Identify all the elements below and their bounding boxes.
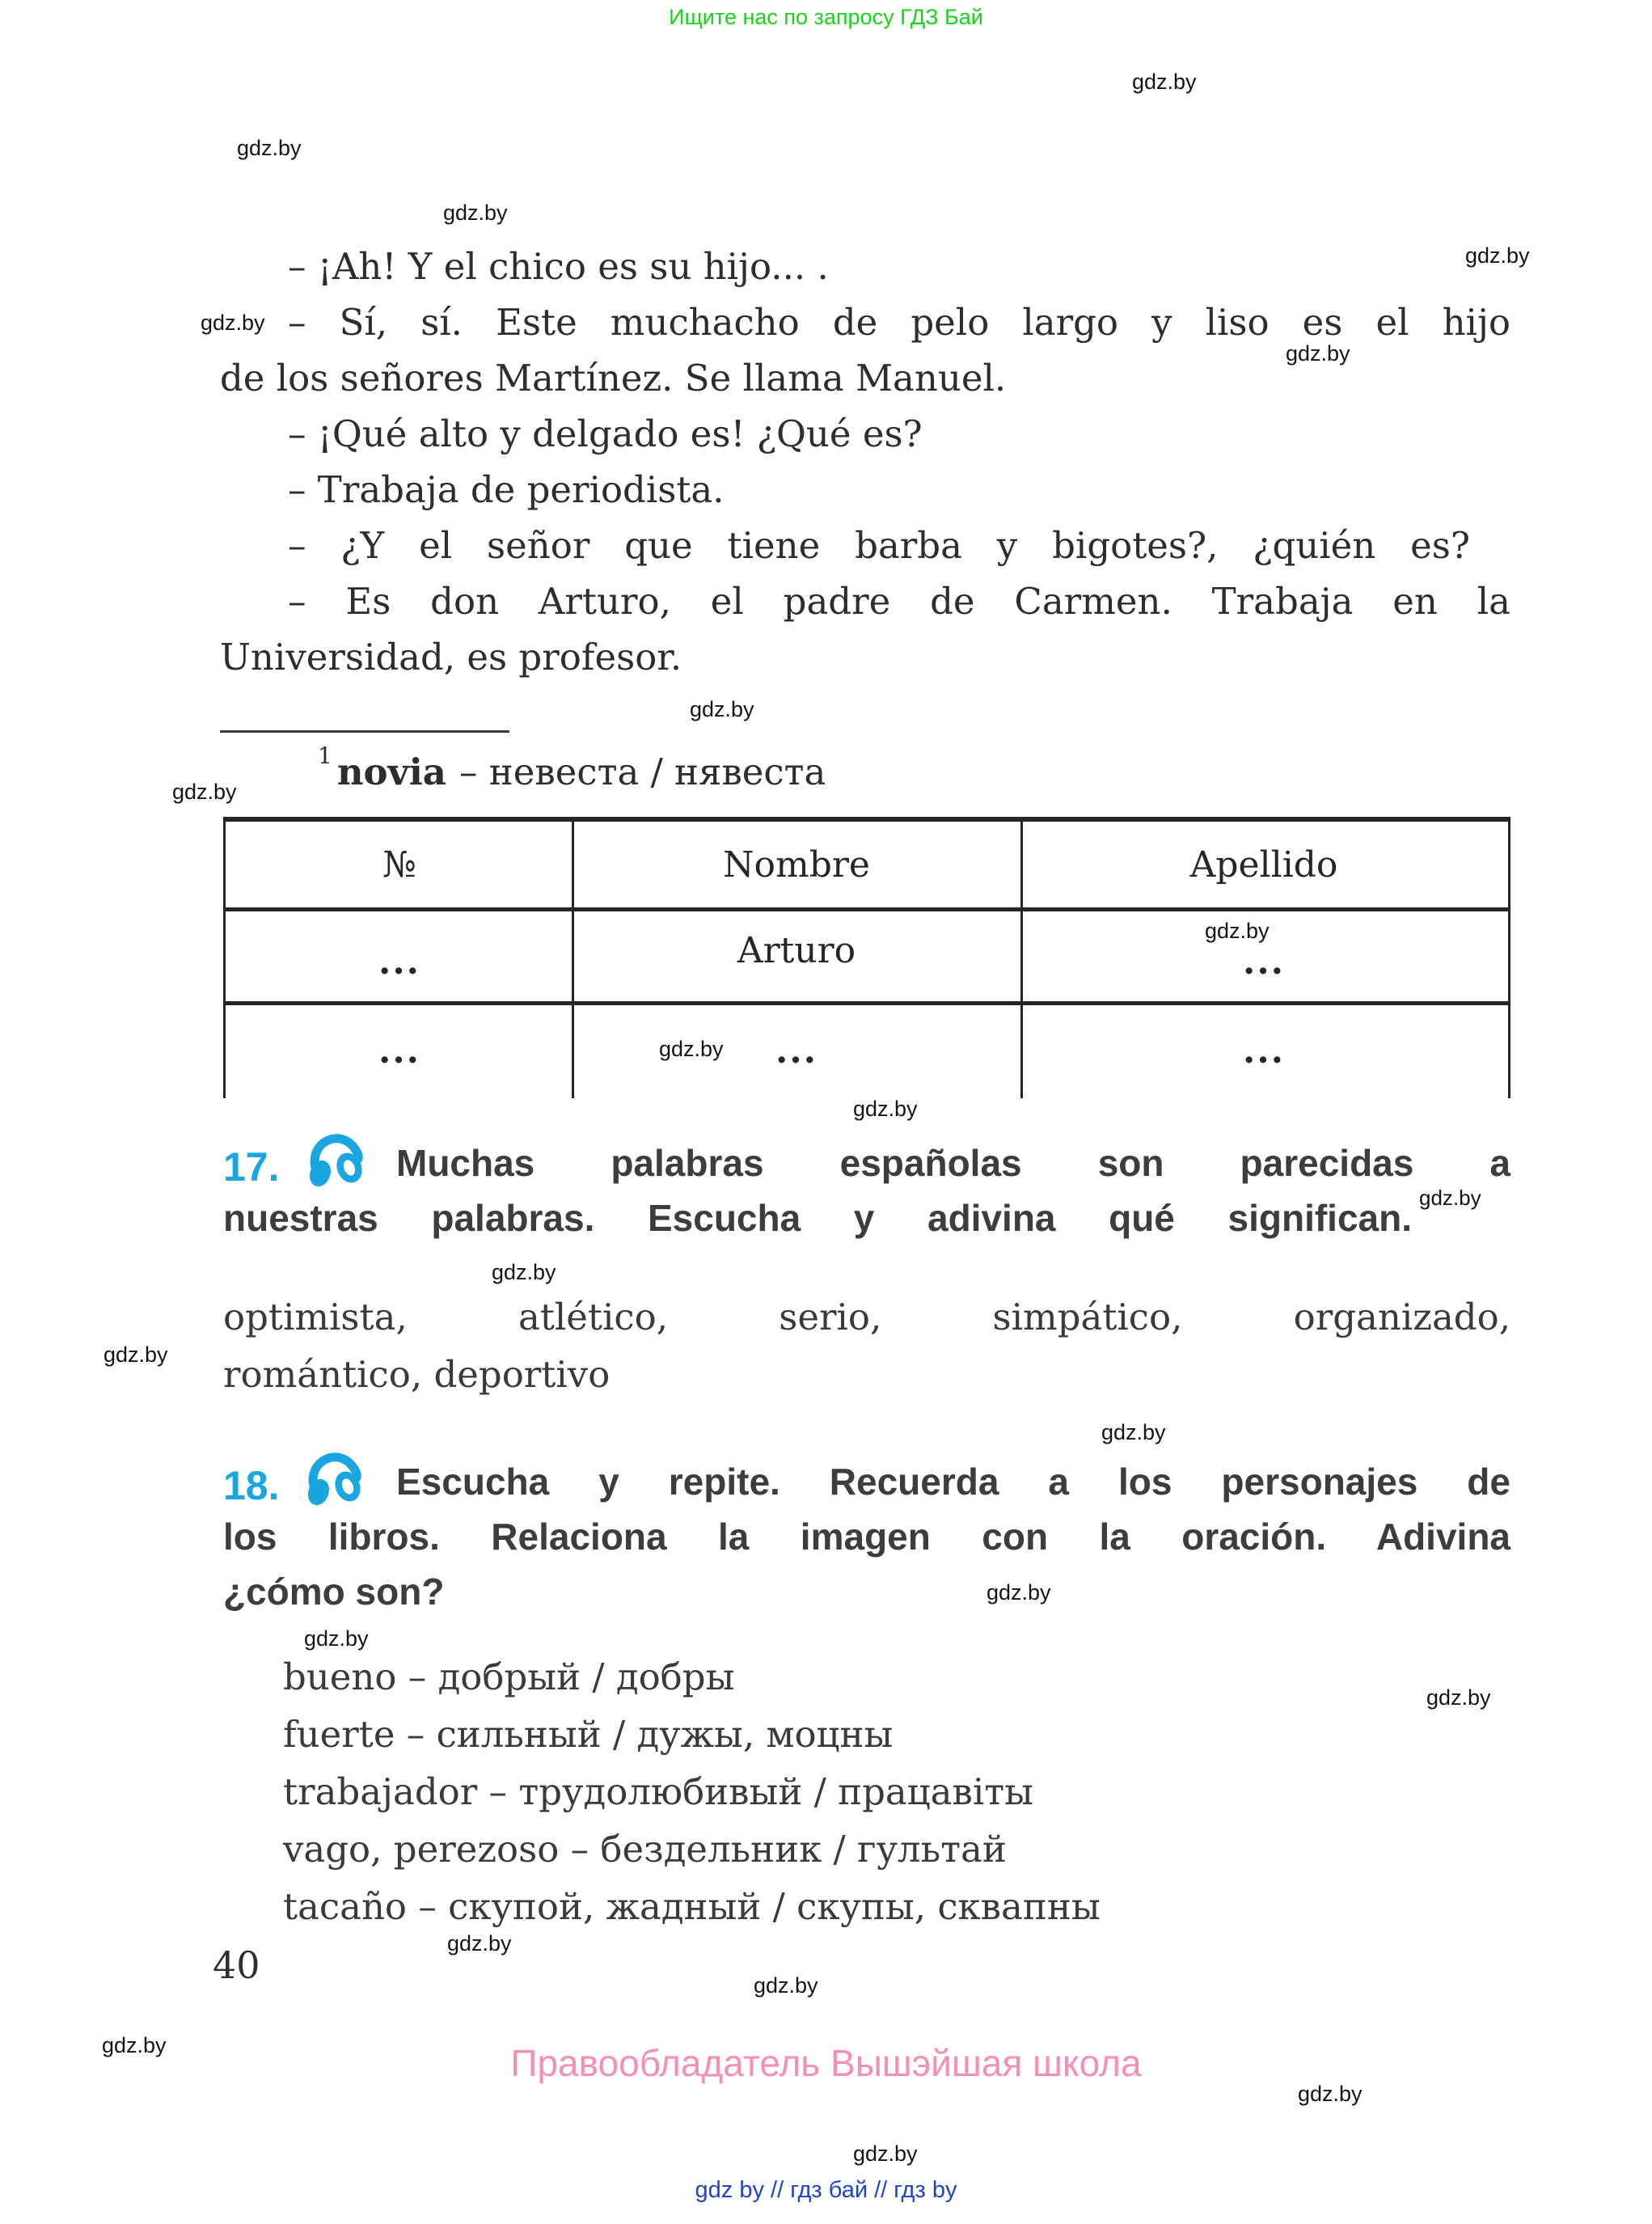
footnote-term: novia [336, 750, 446, 793]
footnote-number: 1 [318, 742, 332, 769]
watermark: gdz.by [690, 697, 754, 721]
watermark: gdz.by [853, 2142, 918, 2166]
watermark: gdz.by [104, 1342, 168, 1367]
watermark: gdz.by [987, 1580, 1051, 1605]
table-border [226, 1001, 1508, 1005]
vocab-line: bueno – добрый / добры [283, 1655, 735, 1698]
watermark: gdz.by [659, 1037, 724, 1061]
footnote-rule [220, 730, 509, 733]
watermark: gdz.by [1132, 70, 1197, 94]
watermark: gdz.by [754, 1973, 818, 1998]
watermark: gdz.by [1465, 243, 1530, 268]
table-header-apellido: Apellido [1189, 844, 1338, 886]
table-border [226, 907, 1508, 911]
watermark: gdz.by [447, 1931, 512, 1956]
table-cell: ... [775, 1030, 818, 1072]
watermark: gdz.by [853, 1097, 918, 1121]
headphones-icon [301, 1446, 370, 1507]
vocab-line: fuerte – сильный / дужы, моцны [283, 1713, 894, 1756]
table-header-nombre: Nombre [723, 844, 870, 886]
watermark: gdz.by [443, 201, 508, 225]
exercise-18-text-line: los libros. Relaciona la imagen con la oración. Adivina [223, 1516, 1510, 1558]
table-border [1020, 822, 1023, 1098]
vocab-line: tacaño – скупой, жадный / скупы, сквапны [283, 1885, 1101, 1928]
dialogue-line: de los señores Martínez. Se llama Manuel. [220, 357, 1007, 400]
vocab-line: trabajador – трудолюбивый / працавіты [283, 1770, 1033, 1813]
dialogue-line: – Sí, sí. Este muchacho de pelo largo y liso es el hijo [288, 301, 1510, 344]
watermark: gdz.by [304, 1626, 369, 1651]
table-cell: ... [1243, 941, 1285, 983]
dialogue-line: – ¿Y el señor que tiene barba y bigotes?, ¿quién es? [288, 524, 1470, 567]
dialogue-line: – ¡Qué alto y delgado es! ¿Qué es? [288, 412, 923, 455]
watermark: gdz.by [172, 780, 237, 804]
promo-banner: Ищите нас по запросу ГДЗ Бай [669, 5, 983, 29]
headphones-icon [302, 1127, 372, 1189]
dialogue-line: Universidad, es profesor. [220, 636, 682, 679]
exercise-17-number: 17. [223, 1144, 280, 1190]
table-border [572, 822, 574, 1098]
names-table [223, 817, 1510, 1098]
dialogue-line: – Trabaja de periodista. [288, 468, 725, 511]
copyright-notice: Правообладатель Вышэйшая школа [510, 2042, 1142, 2084]
dialogue-line: – ¡Ah! Y el chico es su hijo... . [288, 245, 829, 288]
watermark: gdz.by [102, 2033, 167, 2057]
word-list-line: optimista, atlético, serio, simpático, organizado, [223, 1296, 1510, 1338]
table-cell: ... [1243, 1030, 1285, 1072]
word-list-line: romántico, deportivo [223, 1353, 611, 1396]
watermark: gdz.by [1426, 1685, 1491, 1710]
exercise-18-number: 18. [223, 1463, 280, 1508]
exercise-18-text-line: Escucha y repite. Recuerda a los personajes de [396, 1461, 1510, 1503]
table-cell: ... [378, 941, 420, 983]
footnote [318, 742, 826, 793]
watermark: gdz.by [1286, 341, 1350, 366]
page-number: 40 [213, 1943, 260, 1987]
table-cell: Arturo [737, 930, 856, 971]
table-header-no: № [382, 844, 416, 886]
table-cell: ... [378, 1030, 420, 1072]
watermark: gdz.by [492, 1260, 556, 1284]
exercise-17-text-line: Muchas palabras españolas son parecidas a [396, 1142, 1510, 1184]
watermark: gdz.by [1298, 2082, 1363, 2106]
exercise-17-text-line: nuestras palabras. Escucha y adivina qué significan. [223, 1197, 1412, 1239]
exercise-18-text-line: ¿cómo son? [223, 1571, 445, 1613]
footer-links[interactable]: gdz by // гдз бай // гдз by [695, 2177, 957, 2203]
footnote-translation: – невеста / нявеста [458, 750, 826, 793]
watermark: gdz.by [1101, 1420, 1166, 1444]
vocab-line: vago, perezoso – бездельник / гультай [283, 1828, 1007, 1871]
watermark: gdz.by [237, 136, 302, 160]
dialogue-line: – Es don Arturo, el padre de Carmen. Trabaja en la [288, 580, 1510, 623]
watermark: gdz.by [1419, 1186, 1481, 1210]
watermark: gdz.by [1205, 919, 1270, 943]
watermark: gdz.by [201, 311, 265, 335]
